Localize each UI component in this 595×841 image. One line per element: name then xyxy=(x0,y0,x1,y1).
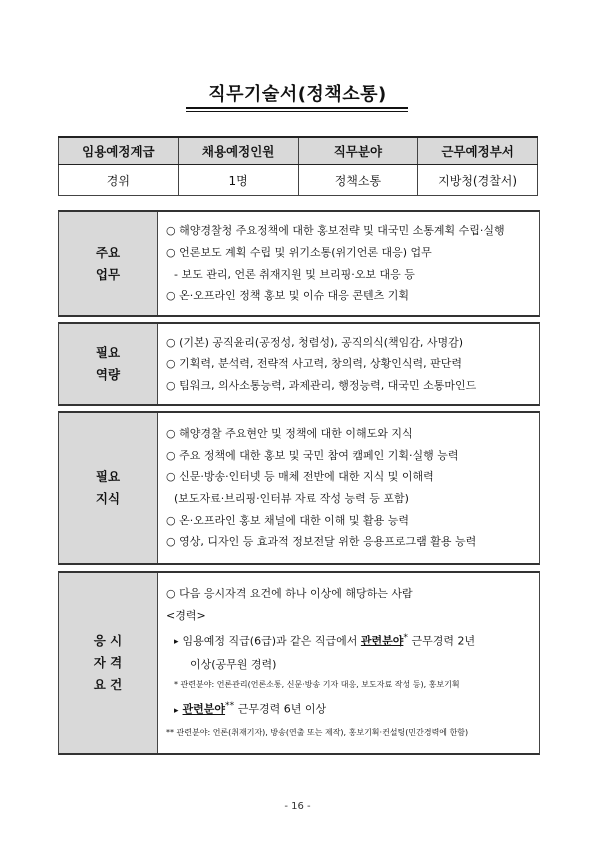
competency-item: ○ 기획력, 분석력, 전략적 사고력, 창의력, 상황인식력, 판단력 xyxy=(166,357,462,371)
duties-subitem: - 보도 관리, 언론 취재지원 및 브리핑·오보 대응 등 xyxy=(174,267,415,281)
qualification-label-line1: 응 시 xyxy=(93,633,123,648)
header-headcount: 채용예정인원 xyxy=(178,137,298,165)
duties-item: ○ 언론보도 계획 수립 및 위기소통(위기언론 대응) 업무 xyxy=(166,245,432,259)
summary-value-row xyxy=(59,165,538,196)
footnote-mark: ** xyxy=(225,700,235,712)
knowledge-item: ○ 신문·방송·인터넷 등 매체 전반에 대한 지식 및 이해력 xyxy=(166,470,434,484)
footnote-1: * 관련분야: 언론관리(언론소통, 신문·방송 기자 대응, 보도자료 작성 등), 홍보기획 xyxy=(174,680,460,690)
summary-header-row xyxy=(59,137,538,165)
career-item-2-post: 근무경력 6년 이상 xyxy=(234,703,327,717)
knowledge-subitem: (보도자료·브리핑·인터뷰 자료 작성 능력 등 포함) xyxy=(174,492,409,505)
summary-table xyxy=(58,136,538,196)
related-field-emphasis: 관련분야 xyxy=(360,634,404,648)
page-number: - 16 - xyxy=(284,801,311,812)
triangle-bullet-icon: ▸ xyxy=(174,637,179,648)
knowledge-label xyxy=(59,413,158,563)
qualification-section xyxy=(58,571,540,755)
qualification-label-line2: 자 격 xyxy=(93,655,123,670)
duties-item: ○ 온·오프라인 정책 홍보 및 이슈 대응 콘텐츠 기획 xyxy=(166,289,409,303)
career-item-2 xyxy=(166,695,533,722)
competency-label xyxy=(59,324,158,404)
qualification-label xyxy=(59,573,158,753)
duties-item: ○ 해양경찰청 주요정책에 대한 홍보전략 및 대국민 소통계획 수립·실행 xyxy=(166,224,505,238)
duties-label xyxy=(59,212,158,315)
career-item-1-continued: 이상(공무원 경력) xyxy=(190,657,277,671)
knowledge-item: ○ 영상, 디자인 등 효과적 정보전달 위한 응용프로그램 활용 능력 xyxy=(166,535,477,549)
competency-item: ○ (기본) 공직윤리(공정성, 청렴성), 공직의식(책임감, 사명감) xyxy=(166,335,464,349)
duties-label-line1: 주요 xyxy=(95,244,121,260)
related-field-emphasis: 관련분야 xyxy=(182,703,226,717)
competency-label-line2: 역량 xyxy=(95,367,121,382)
competency-section xyxy=(58,322,540,406)
header-field: 직무분야 xyxy=(298,137,418,165)
qualification-intro: ○ 다음 응시자격 요건에 하나 이상에 해당하는 사람 xyxy=(166,587,413,601)
triangle-bullet-icon: ▸ xyxy=(174,706,179,717)
competency-item: ○ 팀워크, 의사소통능력, 과제관리, 행정능력, 대국민 소통마인드 xyxy=(166,378,477,392)
value-rank: 경위 xyxy=(59,165,179,196)
knowledge-label-line2: 지식 xyxy=(95,491,121,506)
header-department: 근무예정부서 xyxy=(418,137,538,165)
knowledge-item: ○ 해양경찰 주요현안 및 정책에 대한 이해도와 지식 xyxy=(166,427,413,441)
title-underline xyxy=(186,107,408,112)
career-item-1-post: 근무경력 2년 xyxy=(407,634,476,648)
knowledge-content xyxy=(158,413,539,563)
competency-label-line1: 필요 xyxy=(95,345,121,360)
value-headcount: 1명 xyxy=(178,165,298,196)
duties-content xyxy=(158,212,539,315)
value-department: 지방청(경찰서) xyxy=(418,165,538,196)
knowledge-section xyxy=(58,411,540,565)
knowledge-label-line1: 필요 xyxy=(95,469,121,484)
competency-content xyxy=(158,324,539,404)
knowledge-item: ○ 주요 정책에 대한 홍보 및 국민 참여 캠페인 기획·실행 능력 xyxy=(166,448,459,462)
qualification-label-line3: 요 건 xyxy=(93,677,123,692)
duties-label-line2: 업무 xyxy=(95,266,121,282)
footnote-mark: * xyxy=(403,631,408,643)
footnote-2: ** 관련분야: 언론(취재기자), 방송(연출 또는 제작), 홍보기획·컨설팅(민간경력에 한함) xyxy=(166,727,469,737)
career-item-1 xyxy=(166,627,533,654)
knowledge-item: ○ 온·오프라인 홍보 채널에 대한 이해 및 활용 능력 xyxy=(166,513,409,527)
document-title: 직무기술서(정책소통) xyxy=(208,84,387,105)
career-header: <경력> xyxy=(166,608,206,622)
value-field: 정책소통 xyxy=(298,165,418,196)
qualification-content xyxy=(158,573,539,753)
career-item-1-pre: 임용예정 직급(6급)과 같은 직급에서 xyxy=(182,634,361,648)
header-rank: 임용예정계급 xyxy=(59,137,179,165)
duties-section xyxy=(58,210,540,317)
